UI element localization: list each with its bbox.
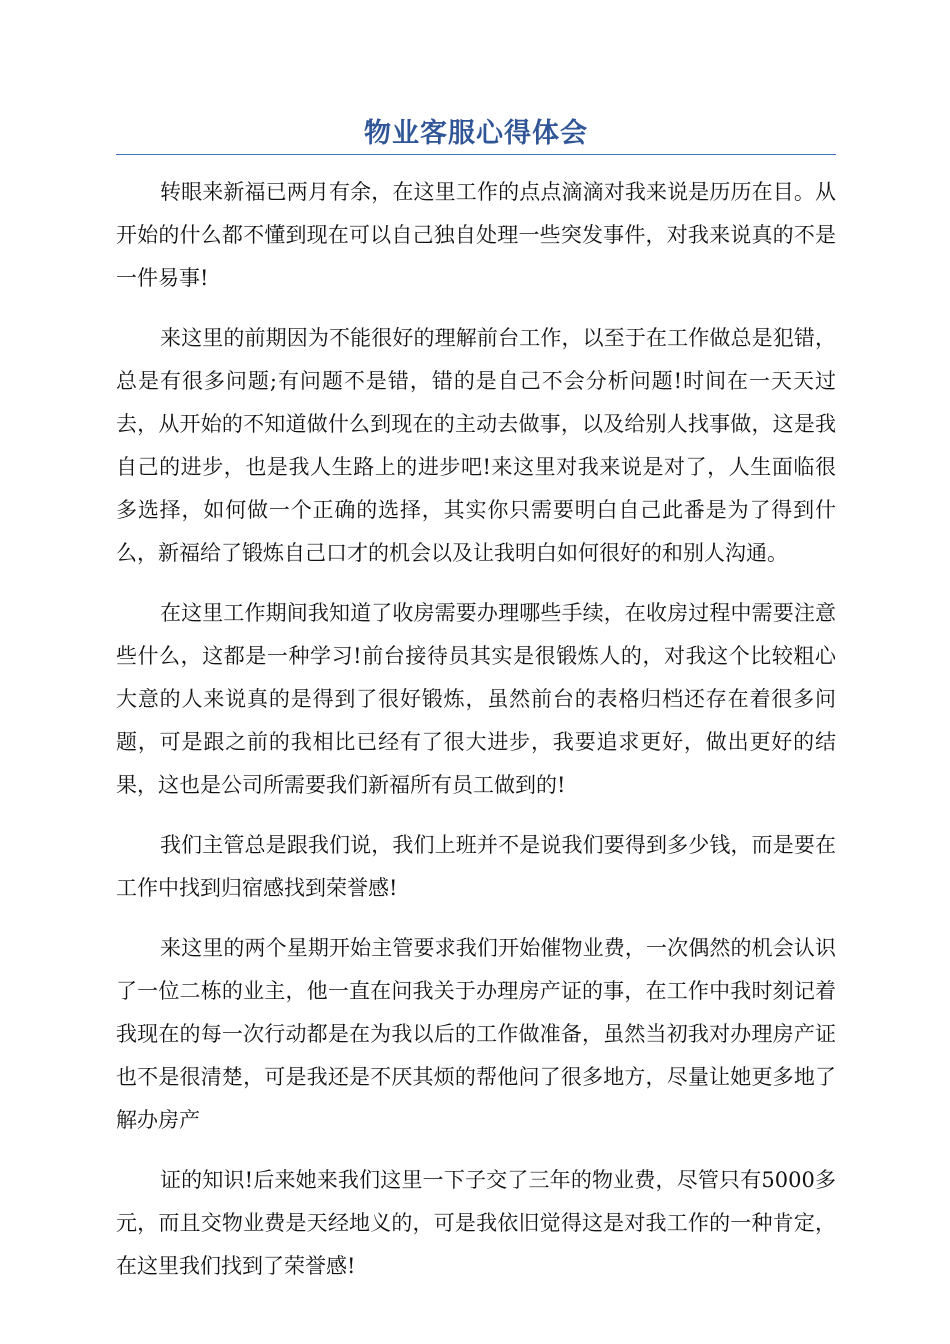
paragraph-1: 转眼来新福已两月有余，在这里工作的点点滴滴对我来说是历历在目。从开始的什么都不懂到现在可以自己独自处理一些突发事件，对我来说真的不是一件易事! xyxy=(116,180,836,290)
paragraph-2: 来这里的前期因为不能很好的理解前台工作，以至于在工作做总是犯错，总是有很多问题;有问题不是错，错的是自己不会分析问题!时间在一天天过去，从开始的不知道做什么到现在的主动去做事，以及给别人找事做，这是我自己的进步，也是我人生路上的进步吧!来这里对我来说是对了，人生面临很多选择，如何做一个正确的选择，其实你只需要明白自己此番是为了得到什么，新福给了锻炼自己口才的机会以及让我明白如何很好的和别人沟通。 xyxy=(116,326,836,565)
paragraph-4: 我们主管总是跟我们说，我们上班并不是说我们要得到多少钱，而是要在工作中找到归宿感找到荣誉感! xyxy=(116,833,836,900)
paragraph-5: 来这里的两个星期开始主管要求我们开始催物业费，一次偶然的机会认识了一位二栋的业主，他一直在问我关于办理房产证的事，在工作中我时刻记着我现在的每一次行动都是在为我以后的工作做准备，虽然当初我对办理房产证也不是很清楚，可是我还是不厌其烦的帮他问了很多地方，尽量让她更多地了解办房产 xyxy=(116,936,836,1132)
document-title: 物业客服心得体会 xyxy=(364,118,588,149)
paragraph-6: 证的知识!后来她来我们这里一下子交了三年的物业费，尽管只有5000多元，而且交物业费是天经地义的，可是我依旧觉得这是对我工作的一种肯定，在这里我们找到了荣誉感! xyxy=(116,1168,836,1278)
title-underline xyxy=(116,154,836,155)
document-body xyxy=(116,171,836,1305)
paragraph-3: 在这里工作期间我知道了收房需要办理哪些手续，在收房过程中需要注意些什么，这都是一种学习!前台接待员其实是很锻炼人的，对我这个比较粗心大意的人来说真的是得到了很好锻炼，虽然前台的表格归档还存在着很多问题，可是跟之前的我相比已经有了很大进步，我要追求更好，做出更好的结果，这也是公司所需要我们新福所有员工做到的! xyxy=(116,601,836,797)
